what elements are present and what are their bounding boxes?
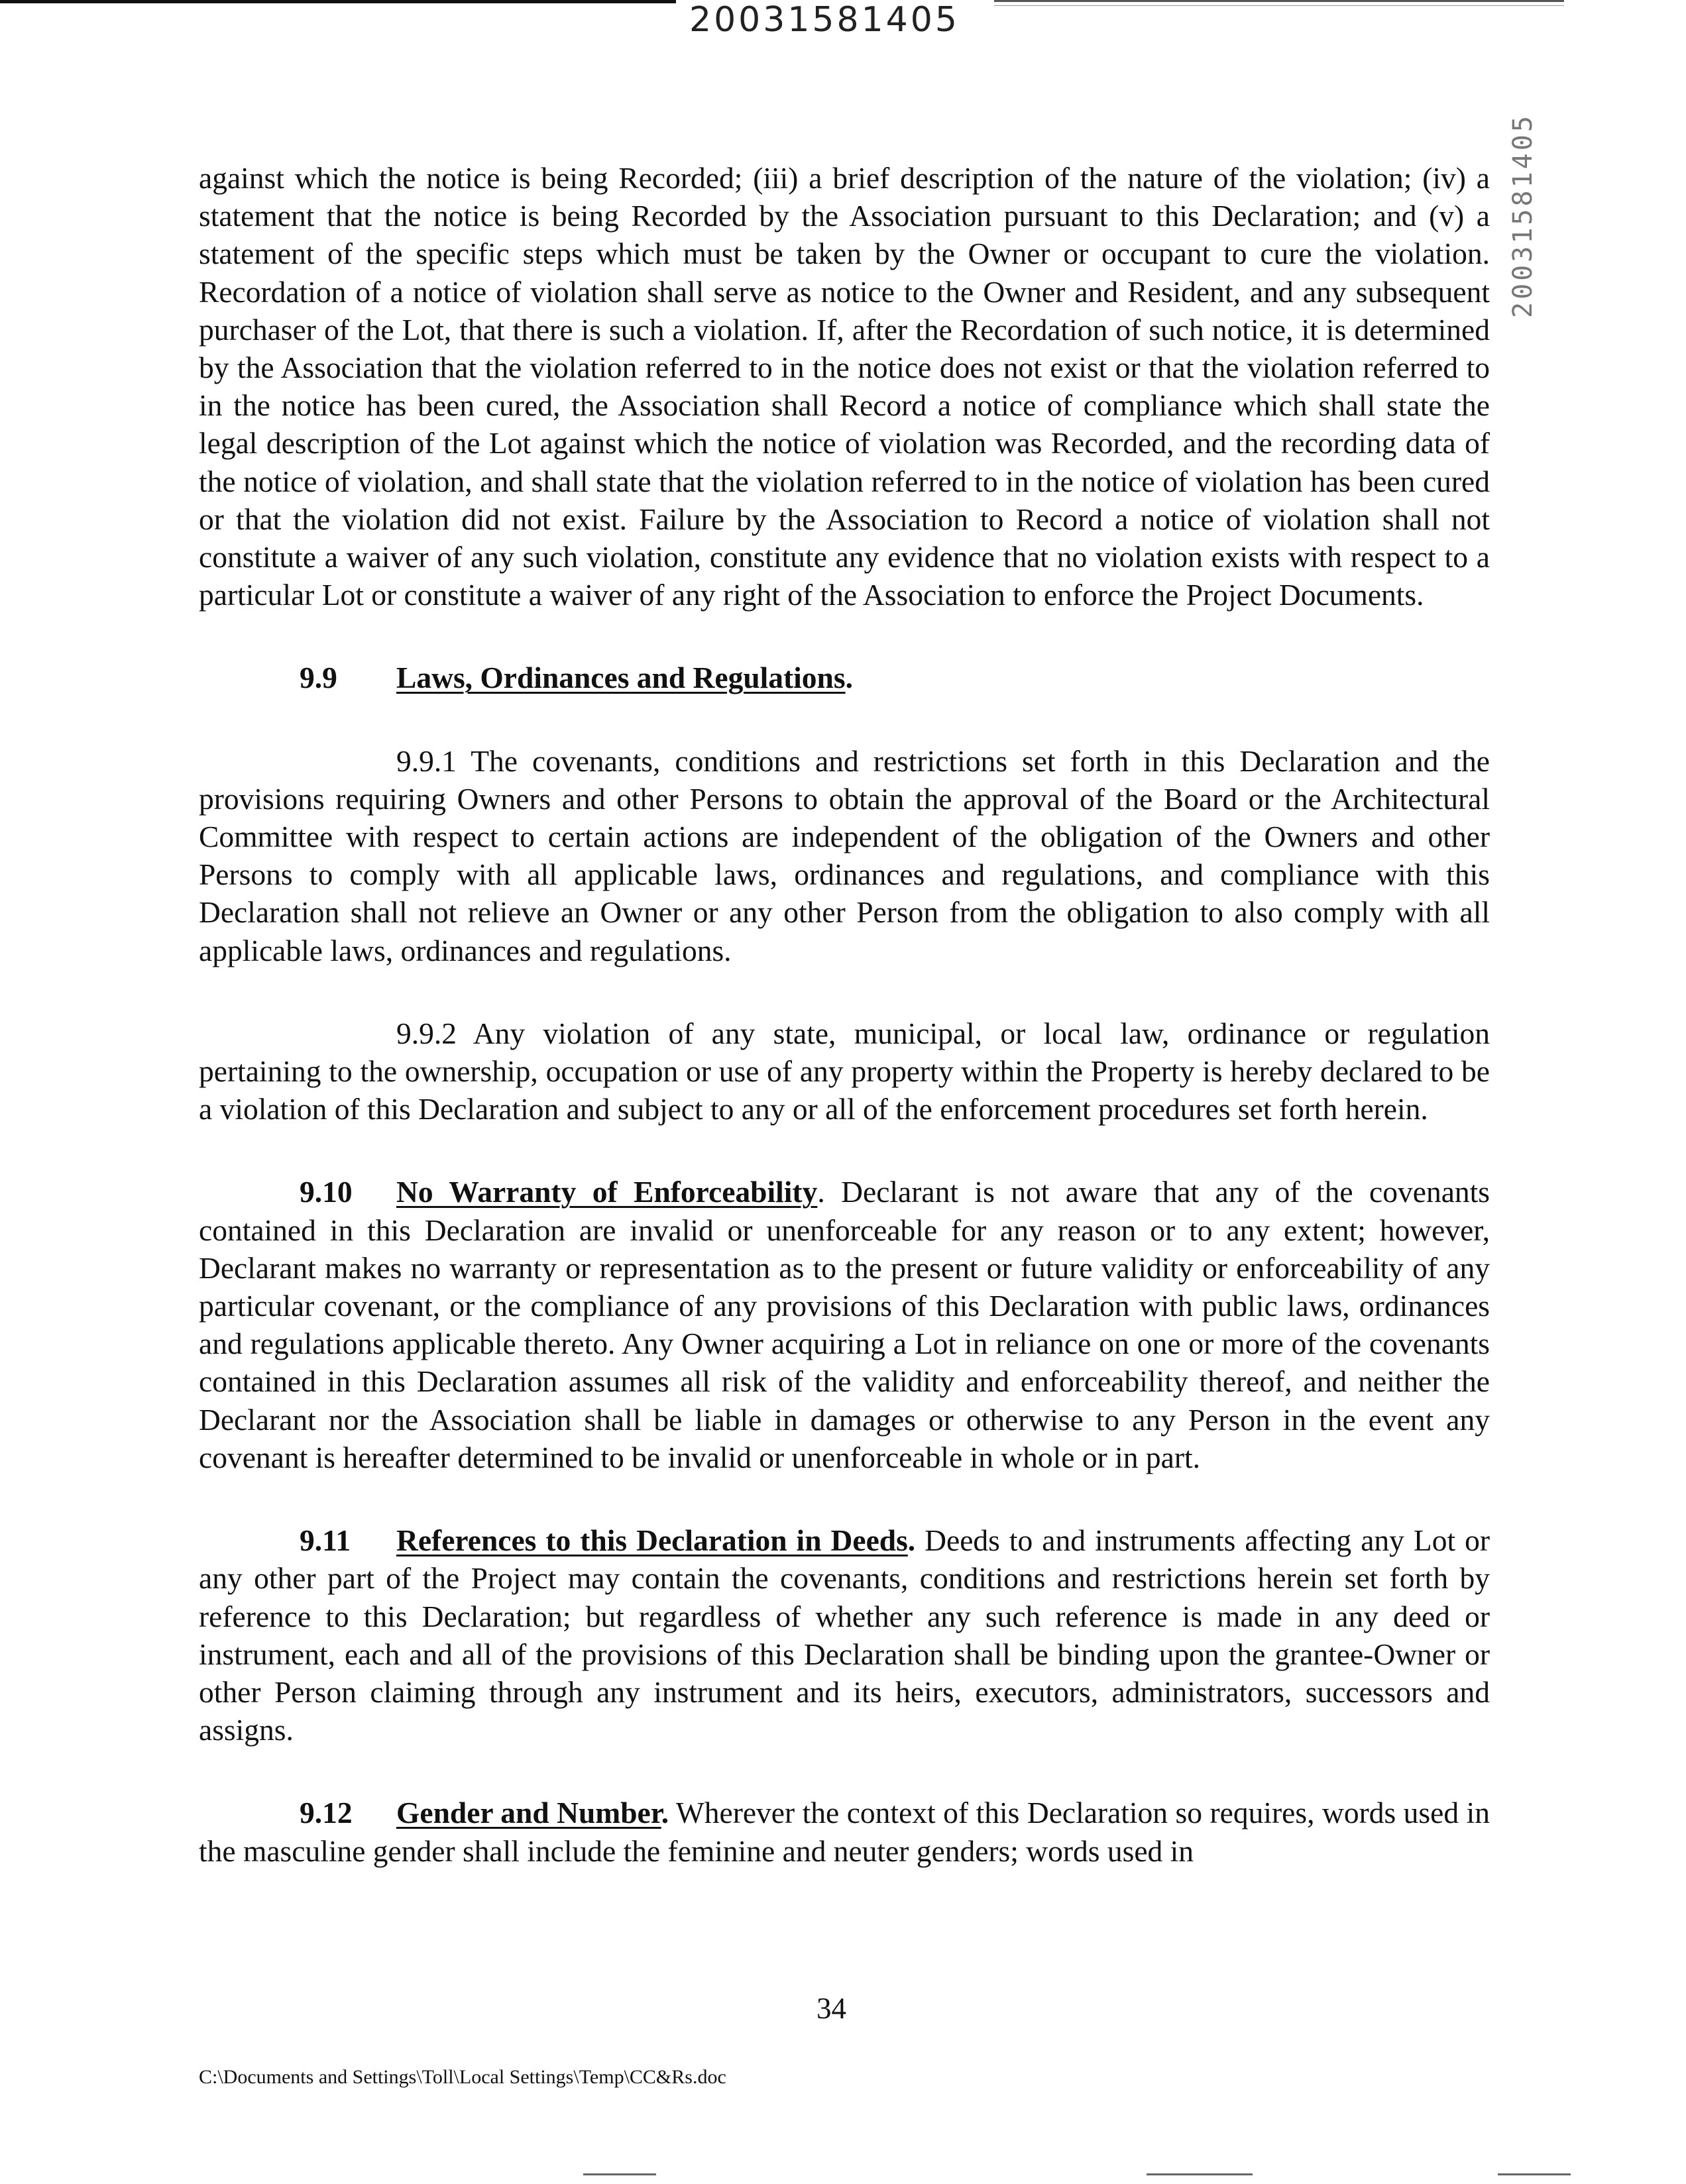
section-9-9-heading: 9.9 Laws, Ordinances and Regulations. — [199, 659, 1490, 696]
section-text: . Declarant is not aware that any of the covenants contained in this Declaration are invalid or unenforceable for any reason or to any extent; however, Declarant makes no warranty or representation as to the present or future validity or enforceability of any particular covenant, or the compliance of any provisions of this Declaration with public laws, ordinances and regulations applicable thereto. Any Owner acquiring a Lot in reliance on one or more of the covenants contained in this Declaration assumes all risk of the validity and enforceability thereof, and neither the Declarant nor the Association shall be liable in damages or otherwise to any Person in the event any covenant is hereafter determined to be invalid or unenforceable in whole or in part. — [199, 1175, 1490, 1474]
top-rule-right — [994, 0, 1564, 2]
section-9-11-paragraph: 9.11 References to this Declaration in Deeds. Deeds to and instruments affecting any Lot or any other part of the Project may contain the covenants, conditions and restrictions herein set forth by reference to this Declaration; but regardless of whether any such reference is made in any deed or instrument, each and all of the provisions of this Declaration shall be binding upon the grantee-Owner or other Person claiming through any instrument and its heirs, executors, administrators, successors and assigns. — [199, 1521, 1490, 1749]
bottom-scan-mark — [583, 2173, 656, 2175]
section-title: References to this Declaration in Deeds — [396, 1523, 908, 1558]
section-number: 9.11 — [300, 1523, 351, 1558]
section-title: Laws, Ordinances and Regulations — [396, 661, 846, 695]
top-rule-left — [0, 0, 676, 3]
page-number: 34 — [816, 1992, 846, 2025]
bottom-scan-mark — [1147, 2173, 1253, 2175]
section-number: 9.9 — [300, 661, 337, 695]
bottom-scan-mark — [1498, 2173, 1571, 2175]
top-rule-right-thin — [994, 5, 1564, 6]
section-title: Gender and Number — [396, 1796, 661, 1830]
section-9-9-1-paragraph: 9.9.1 The covenants, conditions and restrictions set forth in this Declaration and the provisions requiring Owners and other Persons to obtain the approval of the Board or the Architectural Committee with respect to certain actions are independent of the obligation of the Owners and other Persons to comply with all applicable laws, ordinances and regulations, and compliance with this Declaration shall not relieve an Owner or any other Person from the obligation to also comply with all applicable laws, ordinances and regulations. — [199, 743, 1490, 967]
continued-paragraph: against which the notice is being Recorded; (iii) a brief description of the nature of the violation; (iv) a statement that the notice is being Recorded by the Association pursuant to this Declaration; and (v) a statement of the specific steps which must be taken by the Owner or occupant to cure the violation. Recordation of a notice of violation shall serve as notice to the Owner and Resident, and any subsequent purchaser of the Lot, that there is such a violation. If, after the Recordation of such notice, it is determined by the Association that the violation referred to in the notice does not exist or that the violation referred to in the notice has been cured, the Association shall Record a notice of compliance which shall state the legal description of the Lot against which the notice of violation was Recorded, and the recording data of the notice of violation, and shall state that the violation referred to in the notice of violation has been cured or that the violation did not exist. Failure by the Association to Record a notice of violation shall not constitute a waiver of any such violation, constitute any evidence that no violation exists with respect to a particular Lot or constitute a waiver of any right of the Association to enforce the Project Documents. — [199, 161, 1490, 612]
section-text: Deeds to and instruments affecting any Lot or any other part of the Project may contain the covenants, conditions and restrictions herein set forth by reference to this Declaration; but regardless of whether any such reference is made in any deed or instrument, each and all of the provisions of this Declaration shall be binding upon the grantee-Owner or other Person claiming through any instrument and its heirs, executors, administrators, successors and assigns. — [199, 1523, 1490, 1747]
section-title: No Warranty of Enforceability — [396, 1175, 818, 1209]
section-number: 9.12 — [300, 1796, 353, 1830]
side-stamp-number: 20031581405 — [1508, 113, 1538, 318]
section-9-12-paragraph: 9.12 Gender and Number. Wherever the context of this Declaration so requires, words used in the masculine gender shall include the feminine and neuter genders; words used in — [199, 1794, 1490, 1869]
footer-file-path: C:\Documents and Settings\Toll\Local Settings\Temp\CC&Rs.doc — [199, 2066, 726, 2088]
document-number: 20031581405 — [689, 0, 960, 40]
section-9-9-2-paragraph: 9.9.2 Any violation of any state, municipal, or local law, ordinance or regulation pertaining to the ownership, occupation or use of any property within the Property is hereby declared to be a violation of this Declaration and subject to any or all of the enforcement procedures set forth herein. — [199, 1016, 1490, 1126]
page-body — [199, 159, 1490, 1870]
section-number: 9.10 — [300, 1175, 353, 1209]
section-text: Wherever the context of this Declaration so requires, words used in the masculine gender shall include the feminine and neuter genders; words used in — [199, 1796, 1490, 1868]
section-9-10-paragraph — [199, 1173, 1490, 1476]
